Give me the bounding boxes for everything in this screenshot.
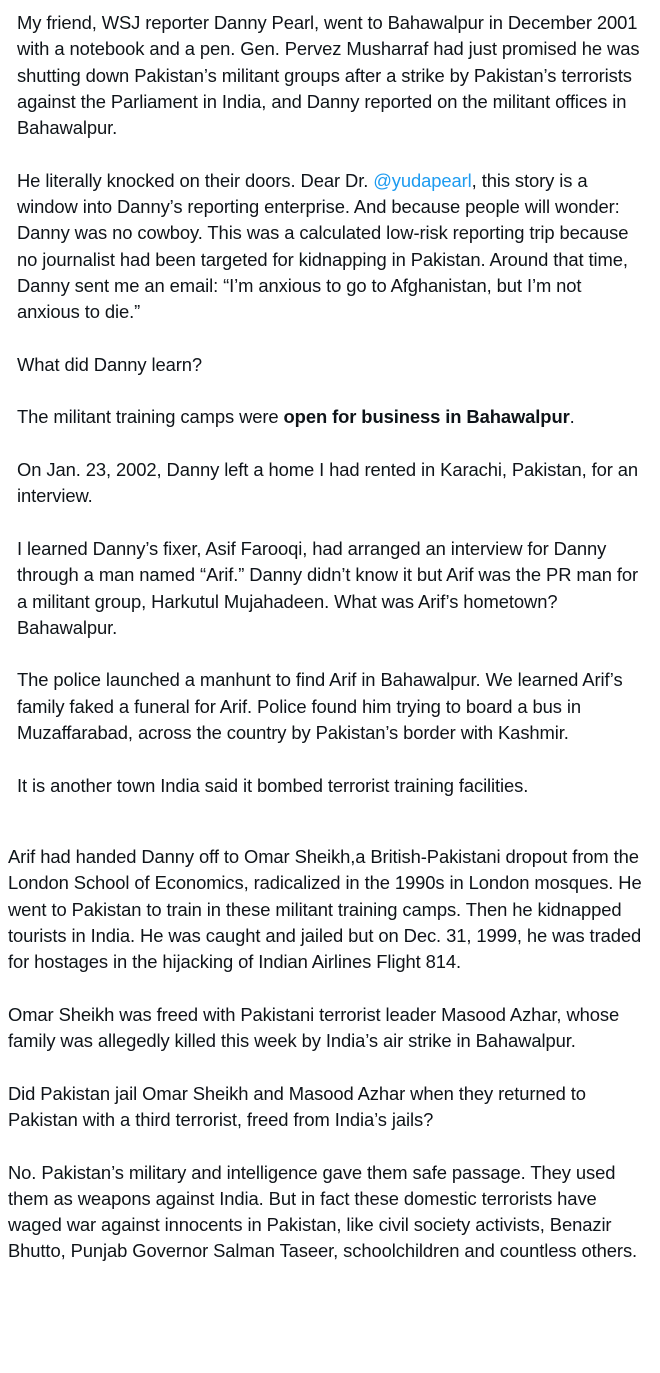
paragraph-text: The police launched a manhunt to find Arif in Bahawalpur. We learned Arif’s family faked a funeral for Arif. Police found him trying to board a bus in Muzaffarabad, across the country by Pakistan’s border with Kashmir. [17, 669, 623, 744]
paragraph-text: He literally knocked on their doors. Dear Dr. [17, 169, 374, 191]
paragraph [0, 844, 660, 975]
post-text-part-2 [0, 844, 660, 1265]
mention-link[interactable]: @yudapearl [373, 169, 472, 191]
paragraph [0, 457, 660, 510]
paragraph-text: The militant training camps were [17, 406, 284, 428]
paragraph [0, 10, 660, 141]
paragraph-text: Did Pakistan jail Omar Sheikh and Masood Azhar when they returned to Pakistan with a third terrorist, freed from India’s jails? [8, 1082, 586, 1130]
paragraph-text: Omar Sheikh was freed with Pakistani terrorist leader Masood Azhar, whose family was allegedly killed this week by India’s air strike in Bahawalpur. [8, 1003, 620, 1052]
paragraph-text: , this story is a window into Danny’s reporting enterprise. And because people will wonder: Danny was no cowboy. This was a calculated low-risk reporting trip because no journalist had been targeted for kidnapping in Pakistan. Around that time, Danny sent me an email: “I’m anxious to go to Afghanistan, but I’m not anxious to die.” [17, 169, 629, 323]
paragraph [0, 773, 660, 799]
paragraph [0, 667, 660, 746]
paragraph-text: I learned Danny’s fixer, Asif Farooqi, had arranged an interview for Danny through a man named “Arif.” Danny didn’t know it but Arif was the PR man for a militant group, Harkutul Mujahadeen. What was Arif’s hometown? Bahawalpur. [17, 537, 639, 638]
paragraph-text: On Jan. 23, 2002, Danny left a home I had rented in Karachi, Pakistan, for an interview. [17, 459, 639, 507]
bold-text: open for business in Bahawalpur [283, 406, 570, 428]
paragraph [0, 352, 660, 378]
paragraph-text: My friend, WSJ reporter Danny Pearl, went to Bahawalpur in December 2001 with a notebook and a pen. Gen. Pervez Musharraf had just promised he was shutting down Pakistan’s militant groups after a strike by Pakistan’s terrorists against the Parliament in India, and Danny reported on the militant offices in Bahawalpur. [17, 12, 640, 139]
post-text-part-1 [0, 10, 660, 799]
paragraph-text: It is another town India said it bombed terrorist training facilities. [17, 774, 529, 796]
paragraph-text: What did Danny learn? [17, 353, 202, 375]
paragraph-text: No. Pakistan’s military and intelligence gave them safe passage. They used them as weapons against India. But in fact these domestic terrorists have waged war against innocents in Pakistan, like civil society activists, Benazir Bhutto, Punjab Governor Salman Taseer, schoolchildren and countless others. [8, 1161, 638, 1262]
paragraph [0, 1160, 660, 1265]
paragraph [0, 404, 660, 430]
paragraph [0, 536, 660, 641]
paragraph [0, 1002, 660, 1055]
paragraph [0, 168, 660, 326]
paragraph-text: Arif had handed Danny off to Omar Sheikh,a British-Pakistani dropout from the London School of Economics, radicalized in the 1990s in London mosques. He went to Pakistan to train in these militant training camps. Then he kidnapped tourists in India. He was caught and jailed but on Dec. 31, 1999, he was traded for hostages in the hijacking of Indian Airlines Flight 814. [8, 846, 642, 973]
paragraph [0, 1081, 660, 1134]
paragraph-text: . [569, 406, 575, 428]
